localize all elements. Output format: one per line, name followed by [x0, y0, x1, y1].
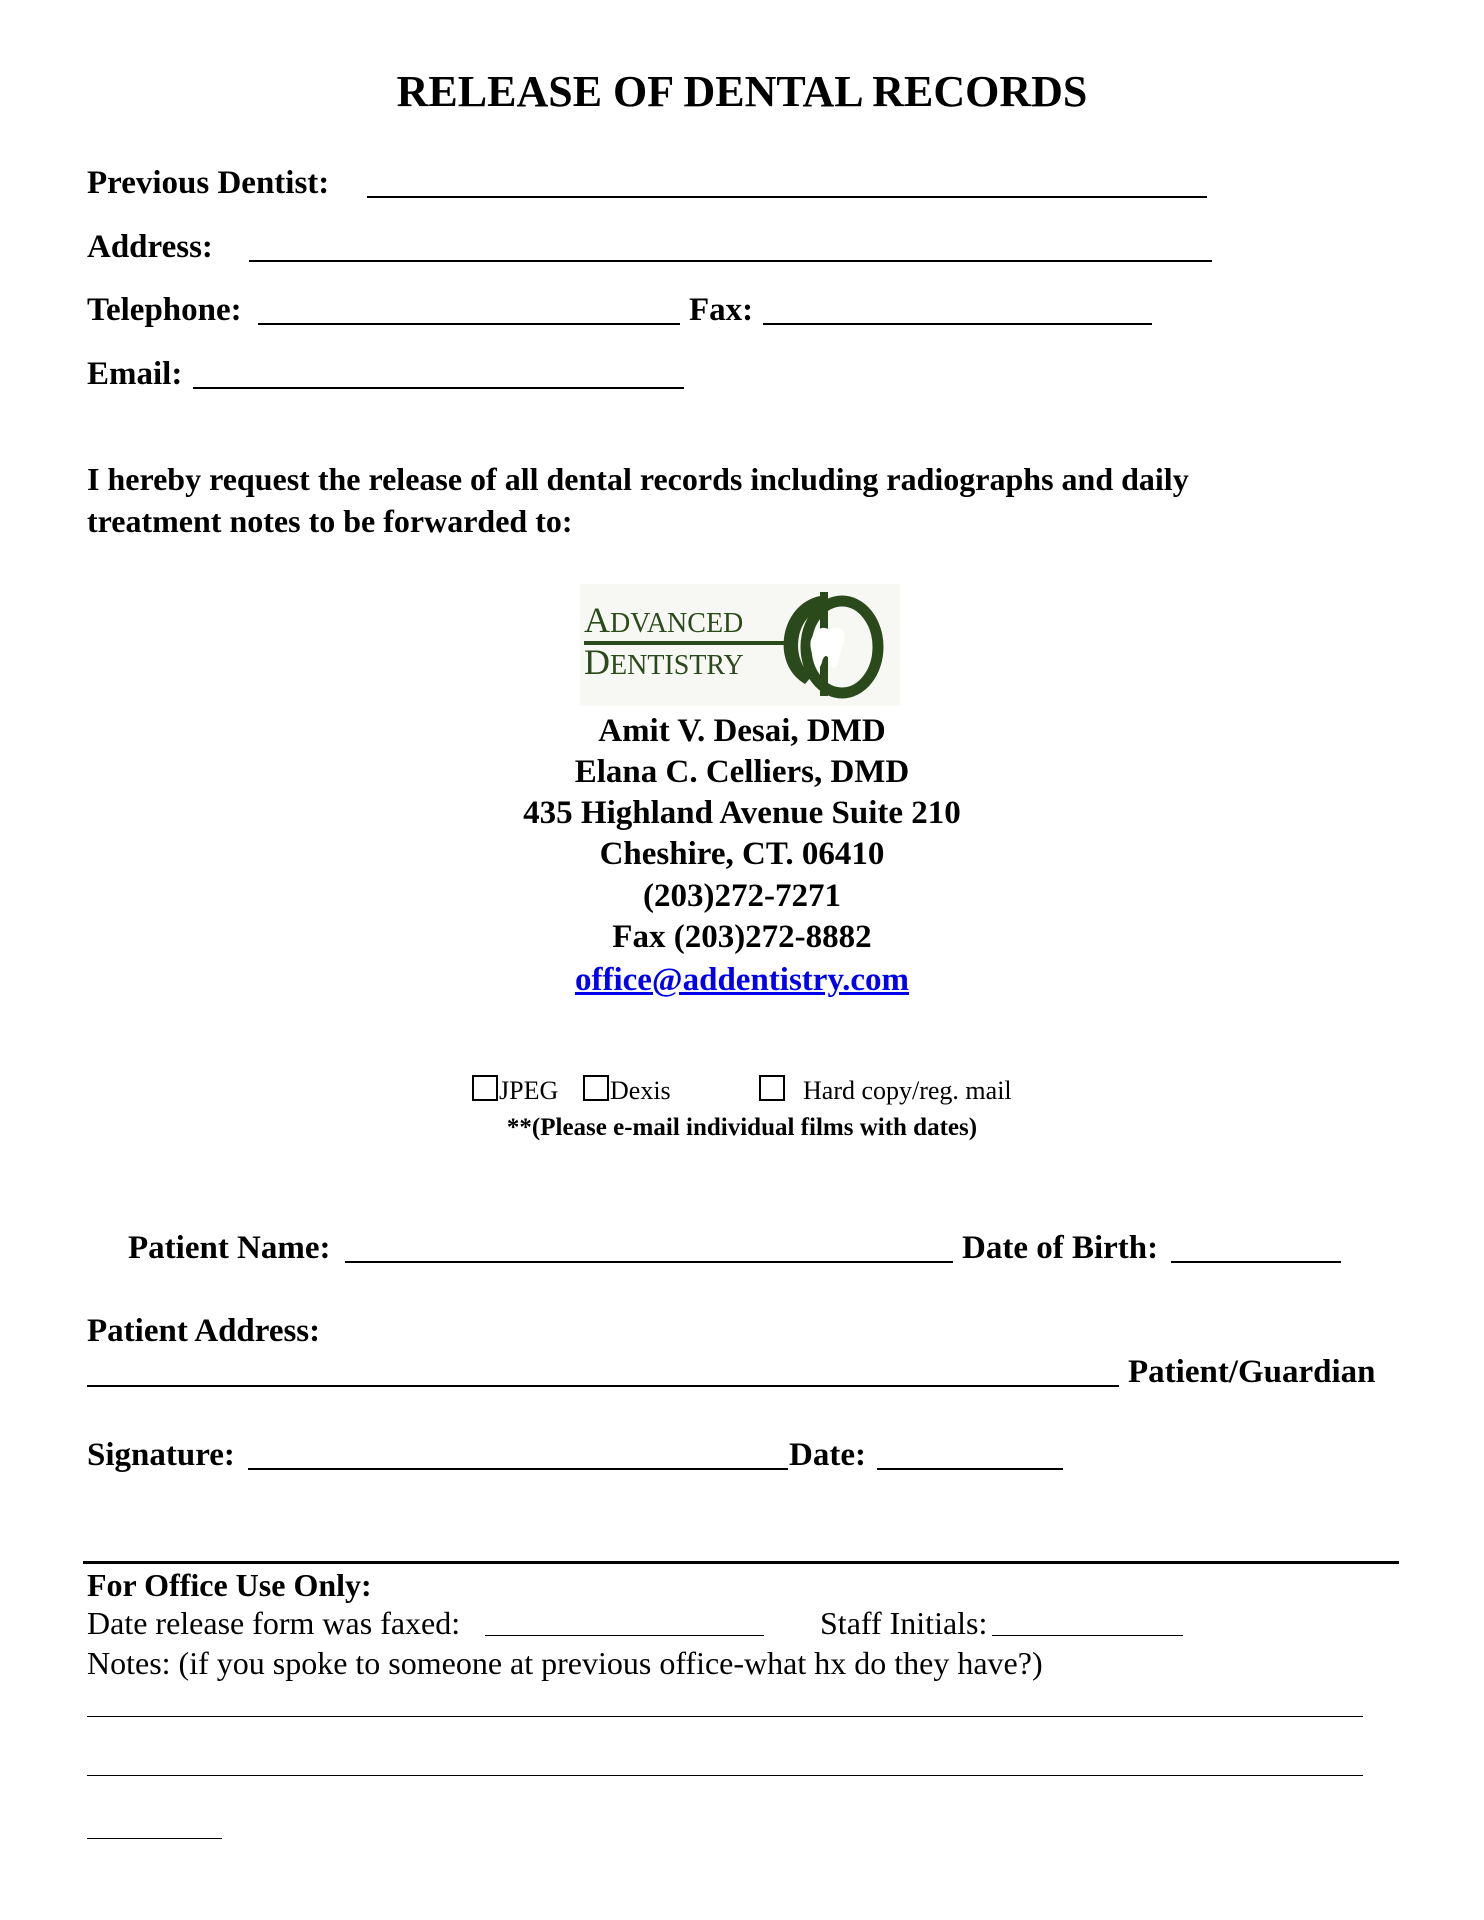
dexis-checkbox[interactable]: [583, 1075, 609, 1101]
previous-dentist-field[interactable]: [367, 196, 1207, 198]
practice-street: 435 Highland Avenue Suite 210: [523, 795, 961, 831]
page-title: RELEASE OF DENTAL RECORDS: [396, 67, 1088, 116]
date-faxed-field[interactable]: [485, 1635, 764, 1636]
previous-dentist-label: Previous Dentist:: [87, 165, 330, 201]
signature-label: Signature:: [87, 1437, 235, 1473]
office-use-heading: For Office Use Only:: [87, 1567, 372, 1603]
svg-text:ADVANCED: ADVANCED: [584, 600, 744, 640]
practice-phone: (203)272-7271: [643, 878, 841, 914]
option-dexis[interactable]: [583, 1075, 671, 1104]
address-label: Address:: [87, 229, 213, 265]
films-note: **(Please e-mail individual films with dates): [506, 1114, 978, 1141]
date-field[interactable]: [877, 1468, 1063, 1470]
patient-address-field[interactable]: [87, 1385, 1119, 1387]
date-label: Date:: [789, 1437, 866, 1473]
notes-line-3[interactable]: [87, 1838, 222, 1839]
telephone-field[interactable]: [258, 323, 680, 325]
patient-guardian-label: Patient/Guardian: [1128, 1354, 1376, 1390]
dexis-label: Dexis: [610, 1076, 671, 1105]
advanced-dentistry-logo: [580, 584, 900, 706]
notes-line-1[interactable]: [87, 1716, 1363, 1717]
email-label: Email:: [87, 356, 183, 392]
section-divider: [83, 1561, 1399, 1564]
patient-address-label: Patient Address:: [87, 1313, 321, 1349]
option-jpeg[interactable]: [472, 1075, 558, 1104]
practice-fax: Fax (203)272-8882: [612, 919, 872, 955]
signature-field[interactable]: [248, 1468, 788, 1470]
dob-label: Date of Birth:: [962, 1230, 1159, 1266]
notes-line-2[interactable]: [87, 1775, 1363, 1776]
telephone-label: Telephone:: [87, 292, 242, 328]
svg-text:DENTISTRY: DENTISTRY: [584, 642, 744, 682]
hard-copy-checkbox[interactable]: [759, 1075, 785, 1101]
email-field[interactable]: [193, 387, 684, 389]
notes-label: Notes: (if you spoke to someone at previous office-what hx do they have?): [87, 1645, 1043, 1681]
request-text-line2: treatment notes to be forwarded to:: [87, 503, 573, 539]
option-hard-copy[interactable]: [759, 1075, 1012, 1104]
doctor-2: Elana C. Celliers, DMD: [574, 754, 910, 790]
tooth-logo-icon: [580, 584, 900, 706]
staff-initials-label: Staff Initials:: [820, 1605, 988, 1641]
doctor-1: Amit V. Desai, DMD: [598, 713, 886, 749]
address-field[interactable]: [249, 260, 1212, 262]
jpeg-checkbox[interactable]: [472, 1075, 498, 1101]
dob-field[interactable]: [1171, 1261, 1341, 1263]
patient-name-label: Patient Name:: [128, 1230, 331, 1266]
patient-name-field[interactable]: [345, 1261, 953, 1263]
date-faxed-label: Date release form was faxed:: [87, 1605, 461, 1641]
practice-city: Cheshire, CT. 06410: [599, 836, 885, 872]
jpeg-label: JPEG: [499, 1076, 559, 1105]
practice-email-link[interactable]: office@addentistry.com: [574, 962, 910, 998]
request-text-line1: I hereby request the release of all dental records including radiographs and daily: [87, 461, 1189, 497]
staff-initials-field[interactable]: [992, 1635, 1183, 1636]
fax-field[interactable]: [763, 323, 1152, 325]
hard-copy-label: Hard copy/reg. mail: [803, 1076, 1012, 1105]
fax-label: Fax:: [689, 292, 754, 328]
